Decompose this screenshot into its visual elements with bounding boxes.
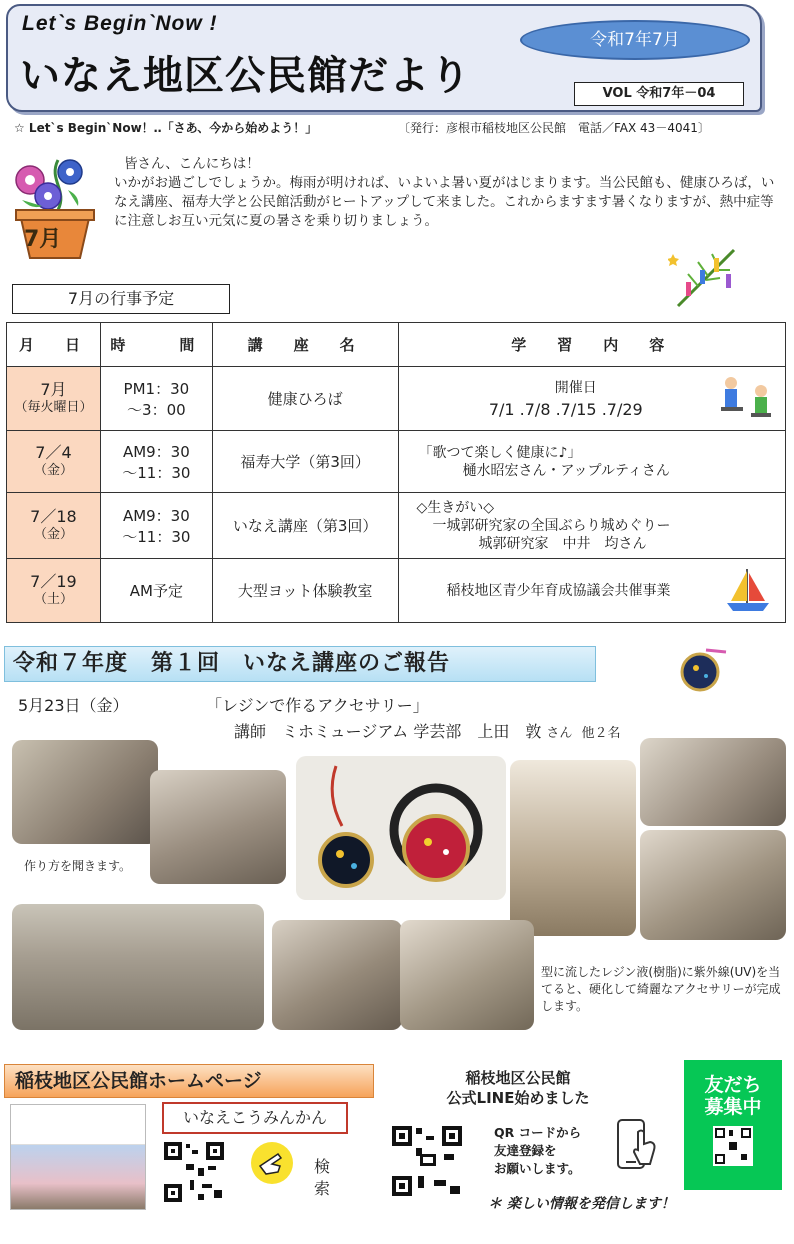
date-cell bbox=[7, 367, 101, 431]
time-cell bbox=[100, 493, 212, 559]
publisher-info: 〔発行：彦根市稲枝地区公民館 電話／FAX 43－4041〕 bbox=[398, 121, 710, 135]
course-cell: 大型ヨット体験教室 bbox=[212, 559, 398, 623]
instruction-line: 友達登録を bbox=[494, 1143, 557, 1158]
instruction-line: QR コードから bbox=[494, 1125, 582, 1140]
content-line: 稲枝地区青少年育成協議会共催事業 bbox=[446, 582, 671, 599]
content-cell bbox=[398, 431, 785, 493]
photo-uv-curing bbox=[400, 920, 534, 1030]
homepage-qr-code-icon[interactable] bbox=[162, 1140, 226, 1204]
course-cell: 健康ひろば bbox=[212, 367, 398, 431]
friends-qr-code-icon[interactable] bbox=[713, 1126, 753, 1166]
report-lecturer bbox=[234, 719, 621, 742]
time-cell bbox=[100, 559, 212, 623]
course-cell: いなえ講座（第3回） bbox=[212, 493, 398, 559]
page-title: いなえ地区公民館だより bbox=[20, 53, 471, 99]
line-heading bbox=[418, 1068, 618, 1108]
schedule-table bbox=[6, 322, 786, 623]
table-row bbox=[7, 559, 786, 623]
photo-participants-group bbox=[150, 770, 286, 884]
time-cell bbox=[100, 367, 212, 431]
line-instructions bbox=[494, 1124, 581, 1178]
greeting-text bbox=[114, 155, 780, 231]
lecturer-suffix: さん bbox=[546, 726, 573, 741]
search-label: 検索 bbox=[314, 1157, 331, 1198]
content-line: 7/1 .7/8 .7/15 .7/29 bbox=[488, 399, 643, 419]
motto: ☆ Let`s Begin`Now！‥「さあ、今から始めよう！」 bbox=[14, 121, 318, 135]
photo-molds bbox=[510, 760, 636, 936]
homepage-heading: 稲枝地区公民館ホームページ bbox=[4, 1064, 374, 1098]
volume-label: VOL 令和7年－04 bbox=[574, 82, 744, 106]
homepage-screenshot bbox=[10, 1104, 146, 1210]
sailboat-icon bbox=[725, 565, 771, 615]
lecturer-others: 他２名 bbox=[581, 726, 621, 741]
column-header-content: 学 習 内 容 bbox=[398, 323, 785, 367]
photo-resin-accessories bbox=[296, 756, 506, 900]
resin-pendant-icon bbox=[666, 648, 736, 694]
content-cell bbox=[398, 493, 785, 559]
line-note: ＊ 楽しい情報を発信します！ bbox=[488, 1196, 675, 1212]
weekday-text: （土） bbox=[33, 591, 73, 607]
content-line: 開催日 bbox=[554, 379, 597, 396]
content-line: 城郭研究家 中井 均さん bbox=[478, 535, 647, 552]
line-title-line: 公式LINE始めました bbox=[446, 1089, 590, 1107]
line-friends-card[interactable] bbox=[684, 1060, 782, 1190]
content-line: 一城郭研究家の全国ぶらり城めぐりー bbox=[432, 517, 671, 534]
time-start: AM9：30 bbox=[122, 442, 190, 461]
friends-line: 募集中 bbox=[704, 1096, 762, 1118]
date-cell bbox=[7, 493, 101, 559]
course-cell: 福寿大学（第3回） bbox=[212, 431, 398, 493]
greeting-body: いかがお過ごしでしょうか。梅雨が明ければ、いよいよ暑い夏がはじまります。当公民館も、健康ひろば，いなえ講座、福寿大学と公民館活動がヒートアップして来ました。これからますます暑くなりますが、熱中症等に注意しお互い元気に夏の暑さを乗り切りましょう。 bbox=[114, 175, 775, 229]
content-line: 「歌つて楽しく健康に♪」 bbox=[418, 444, 582, 461]
schedule-heading: 7月の行事予定 bbox=[12, 284, 230, 314]
time-cell bbox=[100, 431, 212, 493]
table-row bbox=[7, 493, 786, 559]
smartphone-tap-icon bbox=[614, 1118, 662, 1176]
line-qr-code-icon[interactable] bbox=[390, 1124, 464, 1198]
report-date: 5月23日（金） bbox=[18, 696, 129, 715]
search-term-box[interactable]: いなえこうみんかん bbox=[162, 1102, 348, 1134]
date-text: 7／19 bbox=[30, 571, 77, 591]
date-text: 7／4 bbox=[35, 442, 72, 462]
resin-accessory-illustration-icon bbox=[296, 756, 506, 900]
instruction-line: お願いします。 bbox=[494, 1161, 581, 1176]
table-row bbox=[7, 431, 786, 493]
content-cell bbox=[398, 559, 785, 623]
time-end: ～3：00 bbox=[127, 400, 186, 419]
time-start: AM予定 bbox=[129, 582, 183, 600]
date-text: 7月 bbox=[40, 379, 67, 399]
time-start: AM9：30 bbox=[122, 506, 190, 525]
line-title-line: 稲枝地区公民館 bbox=[465, 1069, 571, 1087]
caption-uv-resin: 型に流したレジン液(樹脂)に紫外線(UV)を当てると、硬化して綺麗なアクセサリーが完成します。 bbox=[541, 965, 781, 1013]
weekday-text: （金） bbox=[33, 462, 73, 478]
health-check-illustration-icon bbox=[717, 373, 775, 423]
photo-work-table bbox=[640, 738, 786, 826]
content-line: ◇生きがい◇ bbox=[416, 499, 495, 516]
column-header-time: 時 間 bbox=[100, 323, 212, 367]
report-heading: 令和７年度 第１回 いなえ講座のご報告 bbox=[4, 646, 596, 682]
column-header-date: 月 日 bbox=[7, 323, 101, 367]
issue-date-badge: 令和7年7月 bbox=[520, 20, 750, 60]
date-cell bbox=[7, 431, 101, 493]
photo-participant-crafting bbox=[272, 920, 402, 1030]
time-end: ～11：30 bbox=[122, 527, 191, 546]
content-cell bbox=[398, 367, 785, 431]
friends-line: 友だち bbox=[704, 1074, 762, 1096]
weekday-text: （金） bbox=[33, 526, 73, 542]
caption-listening: 作り方を聞きます。 bbox=[24, 859, 132, 873]
friends-text bbox=[684, 1060, 782, 1118]
content-line: 樋水昭宏さん・アップルティさん bbox=[462, 462, 670, 479]
photo-making-accessory bbox=[640, 830, 786, 940]
column-header-course: 講 座 名 bbox=[212, 323, 398, 367]
table-row bbox=[7, 367, 786, 431]
photo-lecture-listening bbox=[12, 740, 158, 844]
pointing-hand-icon bbox=[248, 1140, 296, 1186]
time-end: ～11：30 bbox=[122, 463, 191, 482]
weekday-text: （毎火曜日） bbox=[14, 399, 93, 415]
month-badge: 7月 bbox=[24, 227, 62, 252]
tanabata-bamboo-icon bbox=[668, 244, 748, 310]
time-start: PM1：30 bbox=[123, 379, 190, 398]
photo-hall-overview bbox=[12, 904, 264, 1030]
date-cell bbox=[7, 559, 101, 623]
report-topic: 「レジンで作るアクセサリー」 bbox=[206, 696, 429, 715]
date-text: 7／18 bbox=[30, 506, 77, 526]
greeting-salutation: 皆さん、こんにちは！ bbox=[124, 156, 260, 172]
header-english-title: Let`s Begin`Now ! bbox=[22, 12, 218, 35]
lecturer-name: 講師 ミホミュージアム 学芸部 上田 敦 bbox=[234, 722, 542, 741]
